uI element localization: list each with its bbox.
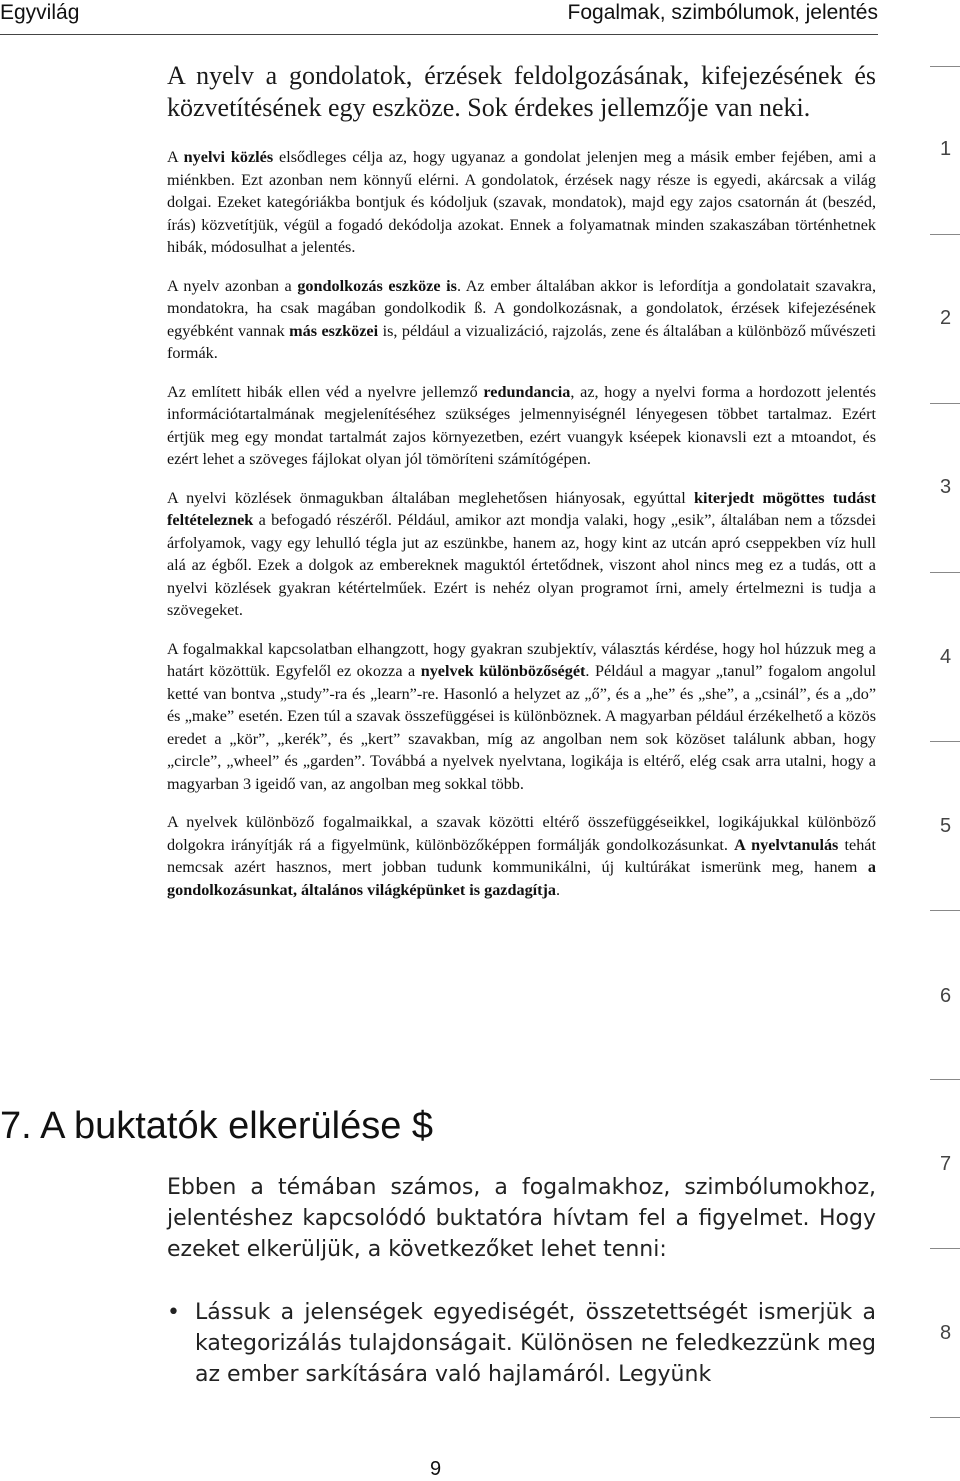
header-left-title: Egyvilág xyxy=(0,1,80,24)
sidebar-number: 6 xyxy=(940,985,952,1007)
emphasis-text: A nyelvtanulás xyxy=(734,835,839,854)
emphasis-text: kiterjedt mögöttes tudást feltételeznek xyxy=(167,488,876,529)
section-intro: Ebben a témában számos, a fogalmakhoz, szimbólumokhoz, jelentéshez kapcsolódó buktatóra hívtam fel a figyelmet. Hogy ezeket elkerüljük, a következőket lehet tenni: xyxy=(167,1175,876,1262)
bullet-text: Lássuk a jelenségek egyediségét, összetettségét ismerjük a kategorizálás tulajdonságait. Különösen ne feledkezzünk meg az ember sarkítására való hajlamáról. Legyünk xyxy=(195,1300,876,1387)
text-run: A nyelv azonban a xyxy=(167,276,298,295)
header-right-title: Fogalmak, szimbólumok, jelentés xyxy=(567,1,878,24)
text-run: . Az ember általában akkor is lefordítja a gondolatait szavakra, mondatokra, ha csak magában gondolkodik ß. A gondolkozásnak, a gondolatok, érzések kifejezésének egyébként vannak xyxy=(167,276,876,340)
sidebar-number: 2 xyxy=(940,307,952,329)
text-run: A fogalmakkal kapcsolatban elhangzott, hogy gyakran szubjektív, választás kérdése, hogy hol húzzuk meg a határt közöttük. Egyfelől ez okozza a xyxy=(167,639,876,680)
text-run: a befogadó részéről. Például, amikor azt mondja valaki, hogy „esik”, általában nem a tőzsdei árfolyamok, vagy egy lehulló tégla jut az eszünkbe, hanem az, hogy kint az utcán apró cseppekben víz hull alá az égből. Ezek a dolgok az embereknek maguktól értetődnek, viszont ahol nincs meg ez a tudás, ott a nyelvi közlések gyakran kétértelműek. Ezért is nehéz olyan programot írni, amely értelmezni is tudja a szövegeket. xyxy=(167,511,876,619)
bullet-item xyxy=(167,1297,876,1390)
emphasis-text: a gondolkozásunkat, általános világképünket is gazdagítja xyxy=(167,858,876,899)
sidebar-rule xyxy=(930,234,960,235)
paragraph-6 xyxy=(167,811,876,901)
text-run: tehát nemcsak azért hasznos, mert jobban tudunk kommunikálni, új kultúrákat ismerünk meg, hanem xyxy=(167,835,876,876)
bullet-icon: • xyxy=(167,1300,180,1325)
sidebar-rule xyxy=(930,66,960,67)
paragraph-2 xyxy=(167,275,876,365)
sidebar-number: 5 xyxy=(940,815,952,837)
sidebar-rule xyxy=(930,910,960,911)
text-run: . Például a magyar „tanul” fogalom angolul ketté van bontva „study”-ra és „learn”-re. Hasonló a helyzet az „ő”, és a „he” és „she”, a „csinál”, és a „do” és „make” esetén. Ezen túl a szavak összefüggései is különböznek. A magyarban például érzékelhető a közös eredet a „kör”, „kerék”, és „kert” szavakban, míg az angolban nem sok közöset találunk abban, hogy „circle”, „wheel” és „garden”. Továbbá a nyelvek nyelvtana, logikája is eltérő, elég csak arra utalni, hogy a magyarban 3 igeidő van, az angolban meg sokkal több. xyxy=(167,662,876,793)
sidebar-number: 4 xyxy=(940,646,952,668)
sidebar-number: 8 xyxy=(940,1322,952,1344)
text-run: is, például a vizualizáció, rajzolás, zene és általában a különböző művészeti formák. xyxy=(167,321,877,362)
sidebar-rule xyxy=(930,1248,960,1249)
sidebar-rule xyxy=(930,1417,960,1418)
page-header xyxy=(0,0,878,35)
sidebar-rule xyxy=(930,741,960,742)
emphasis-text: gondolkozás eszköze is xyxy=(297,276,457,295)
margin-sidebar xyxy=(930,0,960,1477)
paragraph-5 xyxy=(167,638,876,796)
paragraph-4 xyxy=(167,487,876,622)
emphasis-text: redundancia xyxy=(483,382,571,401)
text-run: elsődleges célja az, hogy ugyanaz a gondolat jelenjen meg a másik ember fejében, ami a miénkben. Ezt azonban nem könnyű elérni. A gondolatok, érzések nagy része is egyedi, akárcsak a világ dolgai. Ezeket kategóriákba bontjuk és kódoljuk (szavak, mondatok), majd egy zajos csatornán át (beszéd, írás) közvetítjük, végül a fogadó dekódolja azokat. Ennek a folyamatnak minden szakaszában történhetnek hibák, módosulhat a jelentés. xyxy=(167,148,877,256)
paragraph-1 xyxy=(167,146,876,259)
text-run: A nyelvek különböző fogalmaikkal, a szavak közötti eltérő összefüggéseikkel, logikájukkal különböző dolgokra irányítják rá a figyelmünk, különbözőképpen formálják gondolkozásunkat. xyxy=(167,813,876,854)
text-run: , az, hogy a nyelvi forma a hordozott jelentés információtartalmának megjelenítéséhez szükséges jelmennyiségnél lényegesen többet tartalmaz. Ezért értjük meg egy mondat tartalmát zajos környezetben, ezért vuangyk kséepek kionavsli ezt a mtoandot, és ezért lehet a szöveges fájlokat olyan jól tömöríteni számítógépen. xyxy=(167,382,876,468)
sidebar-rule xyxy=(930,572,960,573)
text-run: . xyxy=(556,880,561,899)
text-run: Az említett hibák ellen véd a nyelvre jellemző xyxy=(167,382,484,401)
sidebar-rule xyxy=(930,1079,960,1080)
intro-paragraph: A nyelv a gondolatok, érzések feldolgozásának, kifejezésének és közvetítésének egy eszköze. Sok érdekes jellemzője van neki. xyxy=(167,61,876,122)
emphasis-text: más eszközei xyxy=(289,321,379,340)
sidebar-number: 1 xyxy=(940,138,952,160)
paragraph-3 xyxy=(167,381,876,471)
sidebar-rule xyxy=(930,403,960,404)
main-content xyxy=(167,60,876,917)
sidebar-number: 3 xyxy=(940,476,952,498)
emphasis-text: nyelvek különbözőségét xyxy=(420,662,586,680)
sidebar-number: 7 xyxy=(940,1153,952,1175)
section-heading: 7. A buktatók elkerülése $ xyxy=(0,1105,434,1147)
page-number: 9 xyxy=(430,1458,442,1480)
emphasis-text: nyelvi közlés xyxy=(183,148,274,166)
text-run: A nyelvi közlések önmagukban általában meglehetősen hiányosak, egyúttal xyxy=(167,488,694,507)
text-run: A xyxy=(167,148,184,166)
